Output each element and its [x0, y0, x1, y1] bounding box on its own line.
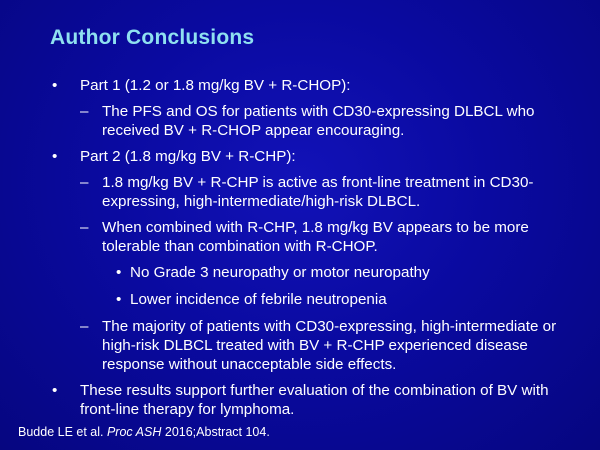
bullet-marker: •	[116, 291, 122, 308]
bullet-marker: •	[52, 77, 58, 94]
sub-bullet-text: When combined with R-CHP, 1.8 mg/kg BV appears to be more tolerable than combination with R-CHOP.	[102, 219, 529, 255]
dash-marker: –	[80, 219, 89, 236]
sub-sub-bullet-text: No Grade 3 neuropathy or motor neuropathy	[130, 264, 430, 281]
bullet-marker: •	[52, 148, 58, 165]
citation-details: 2016;Abstract 104.	[164, 425, 270, 439]
bullet-text: These results support further evaluation of the combination of BV with front-line therapy for lymphoma.	[80, 382, 549, 418]
sub-bullet-item	[80, 317, 580, 374]
bullet-text: Part 2 (1.8 mg/kg BV + R-CHP):	[80, 148, 296, 165]
dash-marker: –	[80, 103, 89, 120]
bullet-text: Part 1 (1.2 or 1.8 mg/kg BV + R-CHOP):	[80, 77, 351, 94]
slide-title: Author Conclusions	[50, 26, 255, 49]
dash-marker: –	[80, 174, 89, 191]
sub-bullet-item	[80, 218, 580, 256]
bullet-list	[50, 76, 580, 426]
bullet-item	[50, 381, 580, 419]
sub-sub-bullet-item	[116, 290, 580, 309]
dash-marker: –	[80, 318, 89, 335]
citation-authors: Budde LE et al.	[18, 425, 104, 439]
sub-bullet-text: The majority of patients with CD30-expressing, high-intermediate or high-risk DLBCL treated with BV + R-CHP experienced disease response without unacceptable side effects.	[102, 318, 557, 373]
sub-sub-bullet-text: Lower incidence of febrile neutropenia	[130, 291, 387, 308]
sub-bullet-text: 1.8 mg/kg BV + R-CHP is active as front-line treatment in CD30-expressing, high-intermediate/high-risk DLBCL.	[102, 174, 534, 210]
bullet-marker: •	[116, 264, 122, 281]
citation-journal: Proc ASH	[106, 425, 162, 439]
bullet-item	[50, 147, 580, 166]
sub-bullet-text: The PFS and OS for patients with CD30-expressing DLBCL who received BV + R-CHOP appear encouraging.	[102, 103, 535, 139]
bullet-marker: •	[52, 382, 58, 399]
citation-footer	[18, 425, 270, 439]
bullet-item	[50, 76, 580, 95]
sub-sub-bullet-item	[116, 263, 580, 282]
sub-bullet-item	[80, 173, 580, 211]
sub-bullet-item	[80, 102, 580, 140]
